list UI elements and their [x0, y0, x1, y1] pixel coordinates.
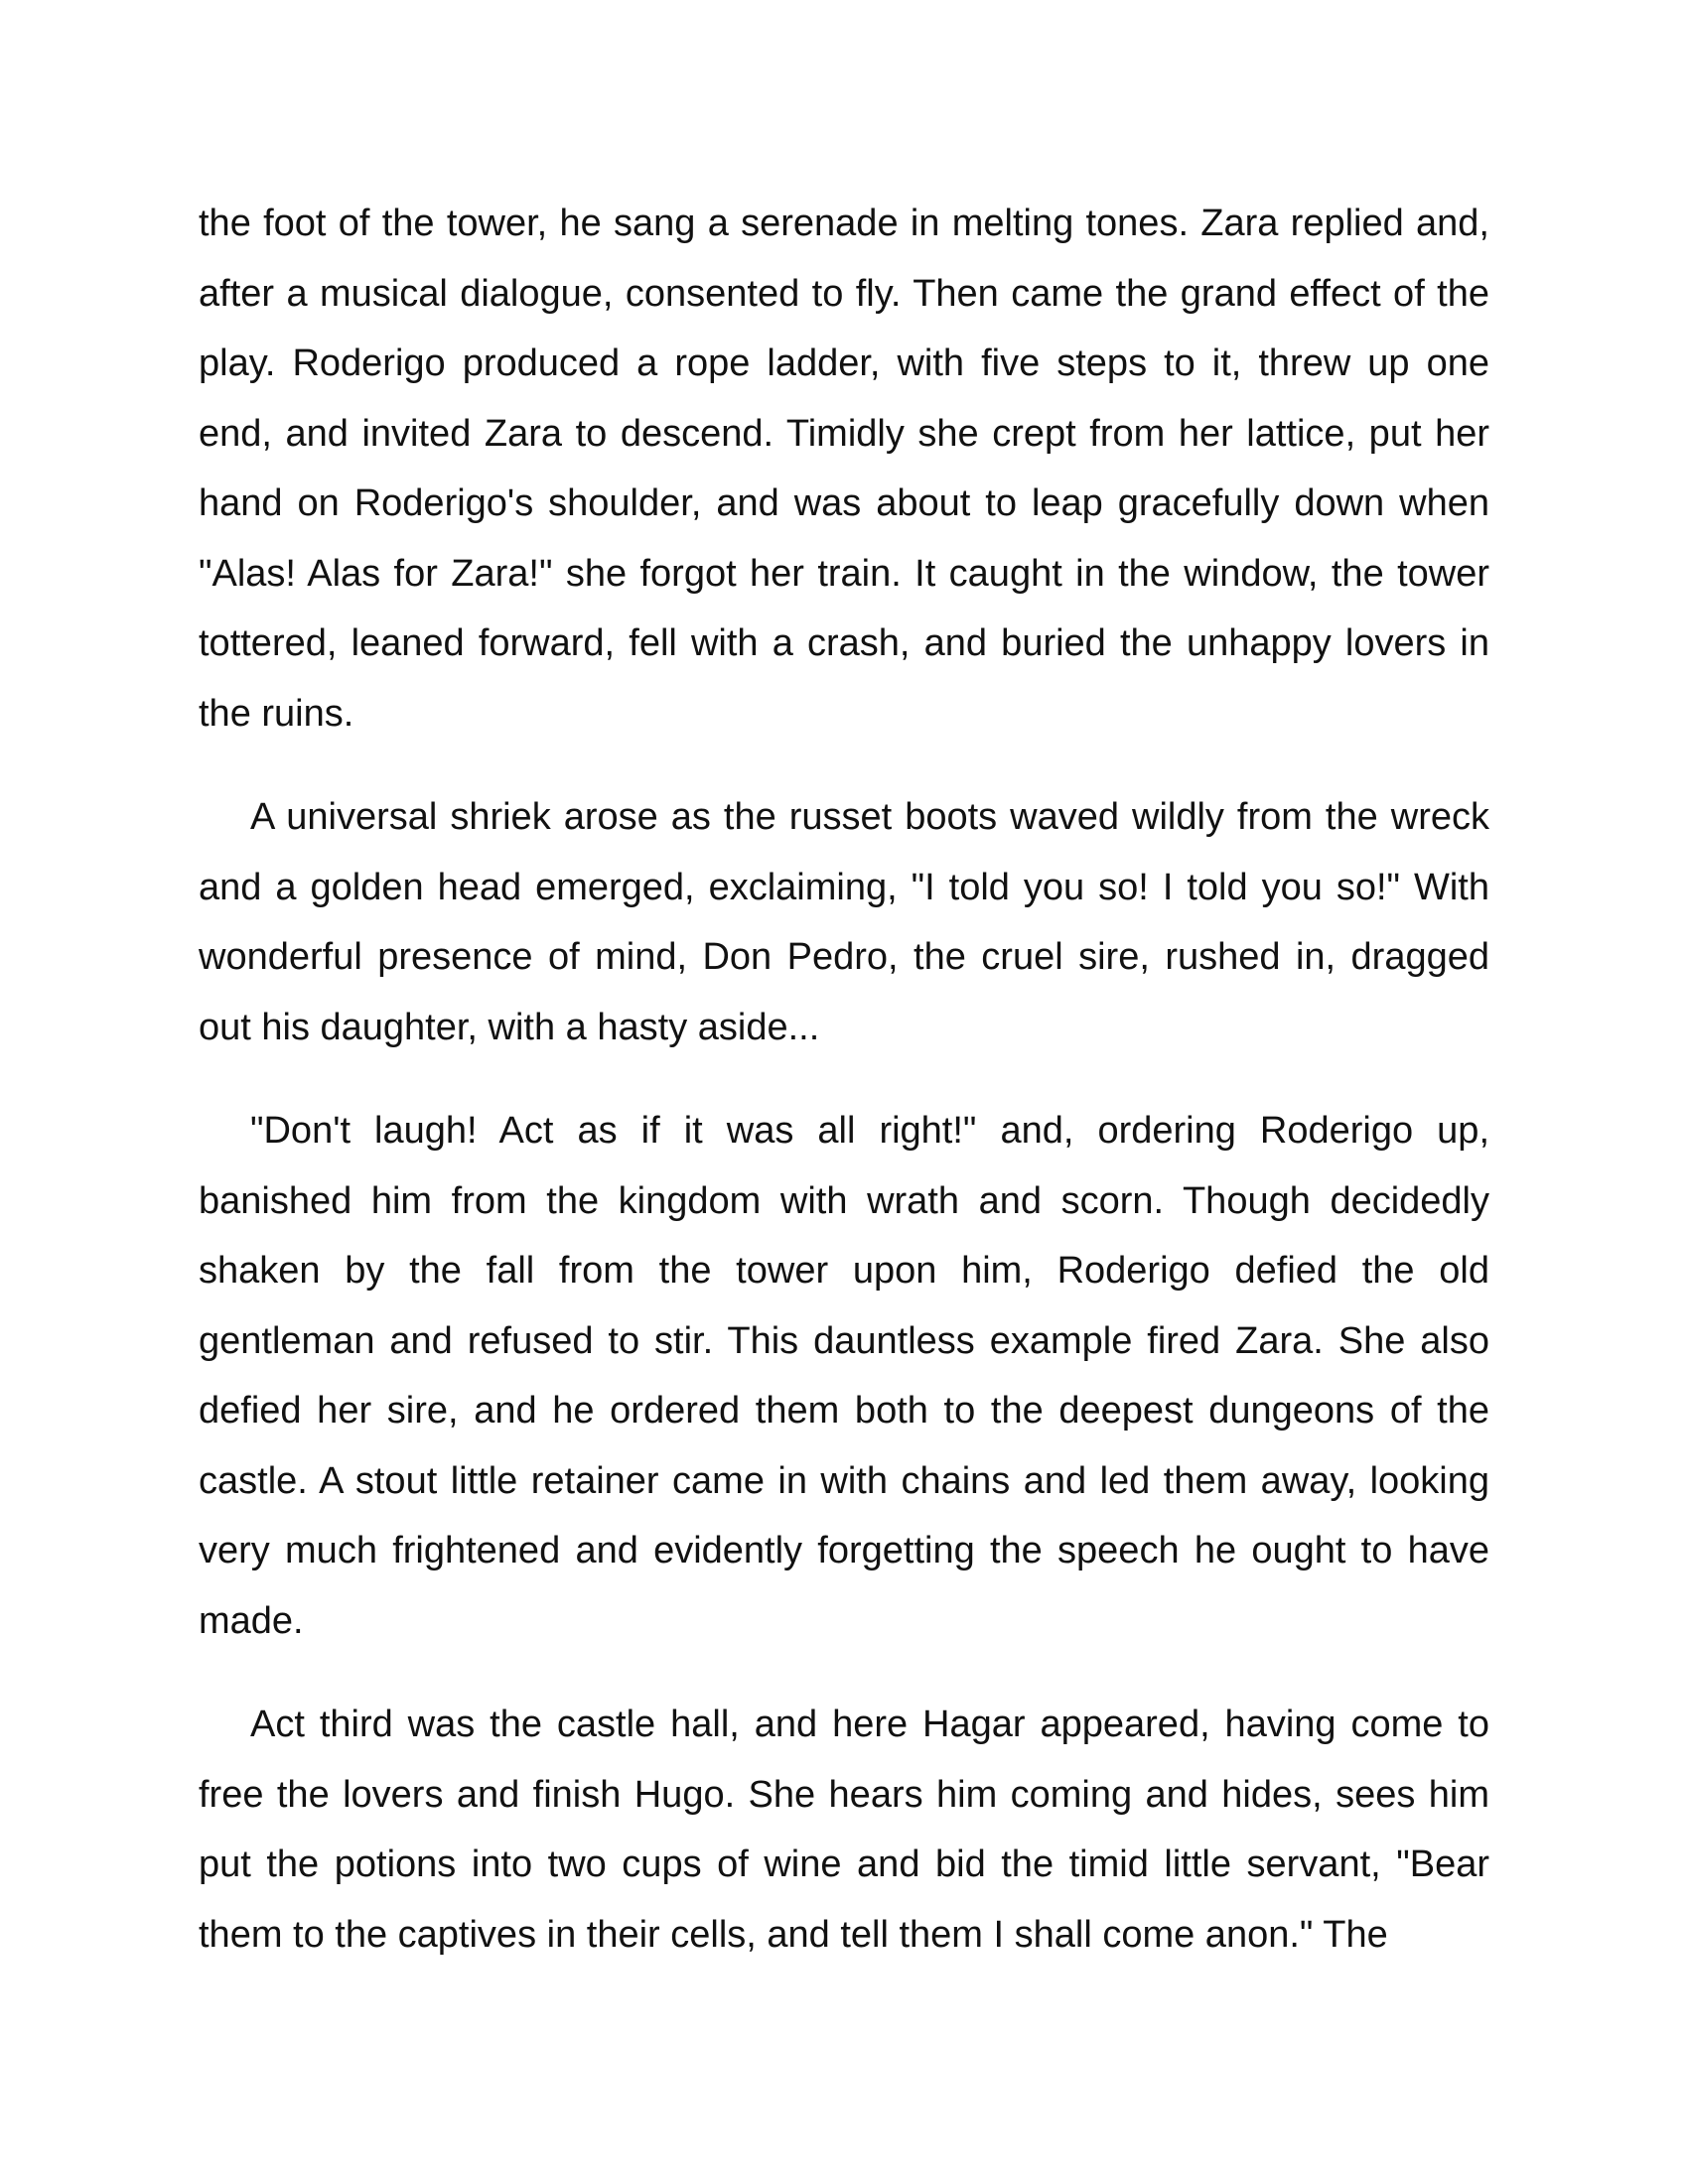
body-text	[199, 189, 1489, 1970]
paragraph-3: "Don't laugh! Act as if it was all right!" and, ordering Roderigo up, banished him from the kingdom with wrath and scorn. Though decidedly shaken by the fall from the tower upon him, Roderigo defied the old gentleman and refused to stir. This dauntless example fired Zara. She also defied her sire, and he ordered them both to the deepest dungeons of the castle. A stout little retainer came in with chains and led them away, looking very much frightened and evidently forgetting the speech he ought to have made.	[199, 1110, 1489, 1642]
paragraph-4: Act third was the castle hall, and here Hagar appeared, having come to free the lovers and finish Hugo. She hears him coming and hides, sees him put the potions into two cups of wine and bid the timid little servant, "Bear them to the captives in their cells, and tell them I shall come anon." The	[199, 1704, 1489, 1956]
paragraph-2: A universal shriek arose as the russet boots waved wildly from the wreck and a golden head emerged, exclaiming, "I told you so! I told you so!" With wonderful presence of mind, Don Pedro, the cruel sire, rushed in, dragged out his daughter, with a hasty aside...	[199, 796, 1489, 1048]
paragraph-1: the foot of the tower, he sang a serenade in melting tones. Zara replied and, after a musical dialogue, consented to fly. Then came the grand effect of the play. Roderigo produced a rope ladder, with five steps to it, threw up one end, and invited Zara to descend. Timidly she crept from her lattice, put her hand on Roderigo's shoulder, and was about to leap gracefully down when "Alas! Alas for Zara!" she forgot her train. It caught in the window, the tower tottered, leaned forward, fell with a crash, and buried the unhappy lovers in the ruins.	[199, 203, 1489, 735]
